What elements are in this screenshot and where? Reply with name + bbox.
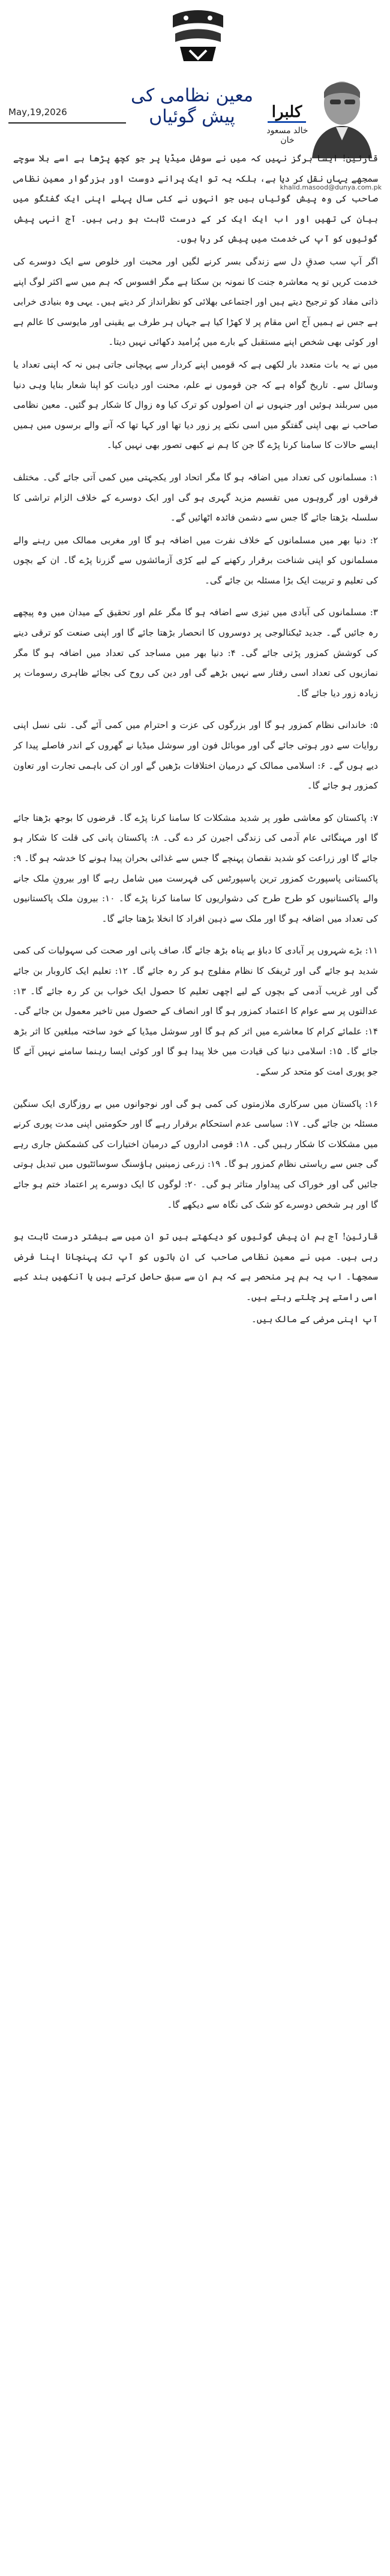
author-portrait [300, 74, 378, 158]
paragraph: میں نے یہ بات متعدد بار لکھی ہے کہ قومیں اپنے کردار سے پہچانی جاتی ہیں نہ کہ اپنی تعداد یا وسائل سے۔ تاریخ گواہ ہے کہ جن قوموں نے علم، محنت اور دیانت کو اپنا شعار بنایا وہی دنیا میں سربلند ہوئیں اور جنہوں نے ان اصولوں کو ترک کیا وہ زوال کا شکار ہو گئیں۔ معین نظامی صاحب نے بھی اپنی گفتگو میں اسی نکتے پر زور دیا تھا اور کہا تھا کہ آنے والے برسوں میں ہمیں ایسے حالات کا سامنا کرنا پڑے گا جن کا ہم نے کبھی تصور بھی نہیں کیا۔ [13, 359, 378, 451]
paragraph: ۵: خاندانی نظام کمزور ہو گا اور بزرگوں کی عزت و احترام میں کمی آئے گی۔ نئی نسل اپنی روایات سے دور ہوتی جائے گی اور موبائل فون اور سوشل میڈیا نے گھروں کے اندر فاصلے پیدا کر دیے ہوں گے۔ ۶: اسلامی ممالک کے درمیان اختلافات بڑھیں گے اور ان کی باہمی تجارت اور تعاون کمزور ہو جائے گا۔ [13, 720, 378, 792]
column-badge [264, 103, 310, 121]
author-name: خالد مسعود خان [266, 126, 308, 145]
date-underline [8, 122, 126, 124]
column-title: معین نظامی کی پیش گوئیاں [131, 85, 253, 127]
paragraph: قارئین! ایسا ہرگز نہیں کہ میں نے سوشل میڈیا پر جو کچھ پڑھا ہے اسے بلا سوچے سمجھے یہاں نقل کر دیا ہے، بلکہ یہ تو ایک پرانے دوست اور بزرگوار معین نظامی صاحب کی وہ پیش گوئیاں ہیں جو انہوں نے کئی سال پہلے اپنی ایک گفتگو میں بیان کی تھیں اور اب ایک ایک کر کے درست ثابت ہو رہی ہیں۔ آج انہی پیش گوئیوں کو آپ کی خدمت میں پیش کر رہا ہوں۔ [13, 153, 378, 245]
column-badge-text: کلبرا [271, 103, 302, 121]
paragraph: قارئین! آج ہم ان پیش گوئیوں کو دیکھتے ہیں تو ان میں سے بیشتر درست ثابت ہو رہی ہیں۔ میں نے معین نظامی صاحب کی ان باتوں کو آپ تک پہنچانا اپنا فرض سمجھا۔ اب یہ ہم پر منحصر ہے کہ ہم ان سے سبق حاصل کرتے ہیں یا آنکھیں بند کیے اسی راستے پر چلتے رہتے ہیں۔ [13, 1231, 378, 1302]
dunya-logo-icon [162, 4, 234, 70]
masthead [0, 0, 390, 72]
paragraph: ۱۶: پاکستان میں سرکاری ملازمتوں کی کمی ہو گی اور نوجوانوں میں بے روزگاری ایک سنگین مسئلہ بن جائے گی۔ ۱۷: سیاسی عدم استحکام برقرار رہے گا اور حکومتیں اپنی مدت پوری کرنے میں مشکلات کا شکار رہیں گی۔ ۱۸: قومی اداروں کے درمیان اختیارات کی کشمکش جاری رہے گی جس سے ریاستی نظام کمزور ہو گا۔ ۱۹: زرعی زمینیں ہاؤسنگ سوسائٹیوں میں تبدیل ہوتی جائیں گی اور خوراک کی پیداوار متاثر ہو گی۔ ۲۰: لوگوں کا ایک دوسرے پر اعتماد ختم ہو جائے گا اور ہر شخص دوسرے کو شک کی نگاہ سے دیکھے گا۔ [13, 1098, 378, 1210]
paragraph: ۱۱: بڑے شہروں پر آبادی کا دباؤ بے پناہ بڑھ جائے گا، صاف پانی اور صحت کی سہولیات کی کمی شدید ہو جائے گی اور ٹریفک کا نظام مفلوج ہو کر رہ جائے گا۔ ۱۲: تعلیم ایک کاروبار بن جائے گی اور غریب آدمی کے بچوں کے لیے اچھی تعلیم کا حصول ایک خواب بن کر رہ جائے گا۔ ۱۳: عدالتوں پر سے عوام کا اعتماد کمزور ہو گا اور انصاف کے حصول میں تاخیر معمول بن جائے گی۔ ۱۴: علمائے کرام کا معاشرے میں اثر کم ہو گا اور سوشل میڈیا کے خود ساختہ مبلغین کا اثر بڑھ جائے گا۔ ۱۵: اسلامی دنیا کی قیادت میں خلا پیدا ہو گا اور کوئی ایسا رہنما سامنے نہیں آئے گا جو پوری امت کو متحد کر سکے۔ [13, 945, 378, 1077]
paragraph: آپ اپنی مرضی کے مالک ہیں۔ [251, 1314, 378, 1325]
paragraph: ۱: مسلمانوں کی تعداد میں اضافہ ہو گا مگر اتحاد اور یکجہتی میں کمی آتی جائے گی۔ مختلف فرقوں اور گروہوں میں تقسیم مزید گہری ہو گی اور ایک دوسرے کے خلاف الزام تراشی کا سلسلہ بڑھتا جائے گا جس سے دشمن فائدہ اٹھائیں گے۔ [13, 471, 378, 523]
paragraph: اگر آپ سب صدقِ دل سے زندگی بسر کرنے لگیں اور محبت اور خلوص سے ایک دوسرے کی خدمت کریں تو یہ معاشرہ جنت کا نمونہ بن سکتا ہے مگر افسوس کہ ہم میں سے اکثر لوگ اپنے ذاتی مفاد کو ترجیح دیتے ہیں اور اجتماعی بھلائی کو نظرانداز کر دیتے ہیں۔ یہی وہ بنیادی خرابی ہے جس نے ہمیں آج اس مقام پر لا کھڑا کیا ہے جہاں ہر طرف بے یقینی اور مایوسی کا عالم ہے اور کوئی بھی شخص اپنے مستقبل کے بارے میں پُرامید دکھائی نہیں دیتا۔ [13, 255, 378, 348]
paragraph: ۲: دنیا بھر میں مسلمانوں کے خلاف نفرت میں اضافہ ہو گا اور مغربی ممالک میں رہنے والے مسلمانوں کو اپنی شناخت برقرار رکھنے کے لیے کڑی آزمائشوں سے گزرنا پڑے گا۔ ان کے بچوں کی تعلیم و تربیت ایک بڑا مسئلہ بن جائے گی۔ [13, 534, 378, 586]
badge-underline [268, 121, 306, 123]
publish-date-block [8, 102, 122, 125]
author-photo-icon [300, 74, 378, 158]
article-body [13, 149, 378, 2565]
column-title-block [126, 78, 258, 128]
paragraph: ۳: مسلمانوں کی آبادی میں تیزی سے اضافہ ہو گا مگر علم اور تحقیق کے میدان میں وہ پیچھے رہ جائیں گے۔ جدید ٹیکنالوجی پر دوسروں کا انحصار بڑھتا جائے گا اور اپنی صنعت کو ترقی دینے کی کوشش کمزور پڑتی جائے گی۔ ۴: دنیا بھر میں مساجد کی تعداد میں اضافہ ہو گا مگر نمازیوں کی تعداد اسی رفتار سے نہیں بڑھے گی اور دین کی روح کی بجائے ظاہری رسومات پر زیادہ زور دیا جائے گا۔ [13, 607, 378, 699]
publish-date: May,19,2026 [8, 107, 67, 118]
newspaper-logo [162, 4, 234, 70]
paragraph: ۷: پاکستان کو معاشی طور پر شدید مشکلات کا سامنا کرنا پڑے گا۔ قرضوں کا بوجھ بڑھتا جائے گا اور مہنگائی عام آدمی کی زندگی اجیرن کر دے گی۔ ۸: پاکستان پانی کی قلت کا شکار ہو جائے گا اور زراعت کو شدید نقصان پہنچے گا جس سے غذائی بحران پیدا ہونے کا خدشہ ہو گا۔ ۹: پاکستانی پاسپورٹ کمزور ترین پاسپورٹس کی فہرست میں شامل رہے گا اور بیرونِ ملک جانے والے پاکستانیوں کو طرح طرح کی دشواریوں کا سامنا کرنا پڑے گا۔ ۱۰: بیرون ملک پاکستانیوں کی تعداد میں اضافہ ہو گا اور ملک سے ذہین افراد کا انخلا بڑھتا جائے گا۔ [13, 812, 378, 924]
author-email: khalid.masood@dunya.com.pk [280, 183, 382, 191]
